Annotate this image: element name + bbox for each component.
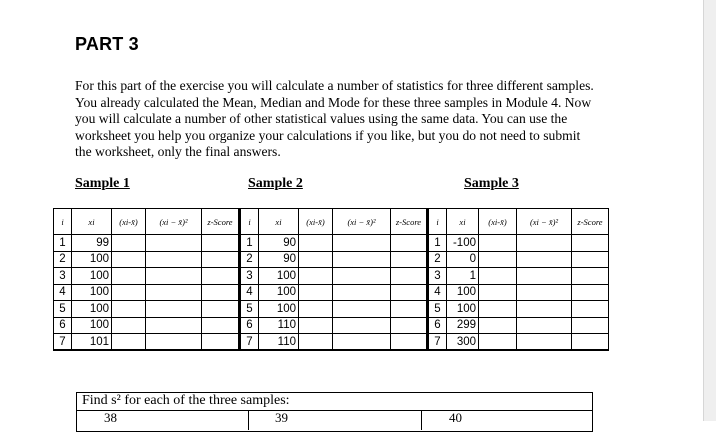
deviation-cell[interactable] xyxy=(112,317,146,334)
answer-separator xyxy=(248,410,249,430)
value-cell: -100 xyxy=(447,235,479,252)
index-cell: 4 xyxy=(428,284,447,301)
index-cell: 5 xyxy=(428,301,447,318)
table-row xyxy=(54,317,609,334)
question-40-number: 40 xyxy=(449,410,462,425)
squared-deviation-cell[interactable] xyxy=(333,235,391,252)
squared-deviation-cell[interactable] xyxy=(333,301,391,318)
squared-deviation-cell[interactable] xyxy=(333,334,391,351)
index-cell: 5 xyxy=(240,301,259,318)
value-cell: 90 xyxy=(259,251,299,268)
z-score-cell[interactable] xyxy=(202,235,240,252)
z-score-cell[interactable] xyxy=(572,284,609,301)
value-cell: 110 xyxy=(259,317,299,334)
value-cell: 100 xyxy=(259,284,299,301)
deviation-cell[interactable] xyxy=(299,251,333,268)
question-38-number: 38 xyxy=(104,410,117,425)
index-cell: 4 xyxy=(240,284,259,301)
sample-3-header-dev: (xi-x̄) xyxy=(479,209,517,235)
deviation-cell[interactable] xyxy=(112,334,146,351)
index-cell: 7 xyxy=(240,334,259,351)
deviation-cell[interactable] xyxy=(112,251,146,268)
z-score-cell[interactable] xyxy=(572,334,609,351)
index-cell: 3 xyxy=(240,268,259,285)
z-score-cell[interactable] xyxy=(572,301,609,318)
find-variance-title: Find s² for each of the three samples: xyxy=(82,393,290,408)
table-row xyxy=(54,334,609,351)
index-cell: 6 xyxy=(54,317,72,334)
squared-deviation-cell[interactable] xyxy=(517,251,572,268)
deviation-cell[interactable] xyxy=(479,301,517,318)
deviation-cell[interactable] xyxy=(479,235,517,252)
table-row xyxy=(54,235,609,252)
index-cell: 2 xyxy=(428,251,447,268)
z-score-cell[interactable] xyxy=(572,268,609,285)
answer-separator xyxy=(421,410,422,430)
index-cell: 1 xyxy=(428,235,447,252)
sample-1-header-xi: xi xyxy=(72,209,112,235)
z-score-cell[interactable] xyxy=(202,334,240,351)
deviation-cell[interactable] xyxy=(112,235,146,252)
squared-deviation-cell[interactable] xyxy=(146,235,202,252)
deviation-cell[interactable] xyxy=(299,284,333,301)
page-title: PART 3 xyxy=(75,34,139,54)
value-cell: 100 xyxy=(259,301,299,318)
table-row xyxy=(54,268,609,285)
sample-1-header-sq: (xi − x̄)² xyxy=(146,209,202,235)
squared-deviation-cell[interactable] xyxy=(333,284,391,301)
index-cell: 4 xyxy=(54,284,72,301)
squared-deviation-cell[interactable] xyxy=(333,251,391,268)
worksheet-table xyxy=(53,208,609,351)
sample-1-header-dev: (xi-x̄) xyxy=(112,209,146,235)
index-cell: 7 xyxy=(54,334,72,351)
squared-deviation-cell[interactable] xyxy=(146,334,202,351)
value-cell: 299 xyxy=(447,317,479,334)
deviation-cell[interactable] xyxy=(299,235,333,252)
z-score-cell[interactable] xyxy=(202,268,240,285)
value-cell: 110 xyxy=(259,334,299,351)
z-score-cell[interactable] xyxy=(572,317,609,334)
sample-3-label: Sample 3 xyxy=(464,176,519,191)
sample-1-header-z: z-Score xyxy=(202,209,240,235)
squared-deviation-cell[interactable] xyxy=(517,235,572,252)
index-cell: 7 xyxy=(428,334,447,351)
sample-2-header-i: i xyxy=(240,209,259,235)
sample-2-header-xi: xi xyxy=(259,209,299,235)
squared-deviation-cell[interactable] xyxy=(517,317,572,334)
value-cell: 1 xyxy=(447,268,479,285)
z-score-cell[interactable] xyxy=(572,251,609,268)
squared-deviation-cell[interactable] xyxy=(517,284,572,301)
table-row xyxy=(54,301,609,318)
squared-deviation-cell[interactable] xyxy=(146,268,202,285)
index-cell: 6 xyxy=(428,317,447,334)
deviation-cell[interactable] xyxy=(479,317,517,334)
deviation-cell[interactable] xyxy=(479,334,517,351)
sample-3-header-z: z-Score xyxy=(572,209,609,235)
z-score-cell[interactable] xyxy=(391,284,428,301)
sample-3-header-xi: xi xyxy=(447,209,479,235)
z-score-cell[interactable] xyxy=(572,235,609,252)
z-score-cell[interactable] xyxy=(391,251,428,268)
sample-3-header-sq: (xi − x̄)² xyxy=(517,209,572,235)
z-score-cell[interactable] xyxy=(391,235,428,252)
index-cell: 5 xyxy=(54,301,72,318)
index-cell: 1 xyxy=(54,235,72,252)
squared-deviation-cell[interactable] xyxy=(333,317,391,334)
value-cell: 101 xyxy=(72,334,112,351)
value-cell: 300 xyxy=(447,334,479,351)
value-cell: 100 xyxy=(72,251,112,268)
value-cell: 100 xyxy=(259,268,299,285)
squared-deviation-cell[interactable] xyxy=(517,268,572,285)
value-cell: 0 xyxy=(447,251,479,268)
squared-deviation-cell[interactable] xyxy=(517,301,572,318)
table-row xyxy=(54,284,609,301)
z-score-cell[interactable] xyxy=(202,284,240,301)
deviation-cell[interactable] xyxy=(299,334,333,351)
deviation-cell[interactable] xyxy=(479,268,517,285)
deviation-cell[interactable] xyxy=(299,301,333,318)
value-cell: 99 xyxy=(72,235,112,252)
index-cell: 2 xyxy=(240,251,259,268)
sample-1-label: Sample 1 xyxy=(75,176,130,191)
sample-1-header-i: i xyxy=(54,209,72,235)
squared-deviation-cell[interactable] xyxy=(146,251,202,268)
sample-2-header-sq: (xi − x̄)² xyxy=(333,209,391,235)
squared-deviation-cell[interactable] xyxy=(146,317,202,334)
index-cell: 3 xyxy=(428,268,447,285)
value-cell: 100 xyxy=(447,301,479,318)
deviation-cell[interactable] xyxy=(479,251,517,268)
z-score-cell[interactable] xyxy=(391,334,428,351)
deviation-cell[interactable] xyxy=(112,301,146,318)
squared-deviation-cell[interactable] xyxy=(517,334,572,351)
sample-3-header-i: i xyxy=(428,209,447,235)
index-cell: 1 xyxy=(240,235,259,252)
deviation-cell[interactable] xyxy=(112,284,146,301)
table-row xyxy=(54,251,609,268)
squared-deviation-cell[interactable] xyxy=(146,284,202,301)
sample-2-label: Sample 2 xyxy=(248,176,303,191)
value-cell: 100 xyxy=(72,317,112,334)
question-39-number: 39 xyxy=(275,410,288,425)
deviation-cell[interactable] xyxy=(112,268,146,285)
squared-deviation-cell[interactable] xyxy=(333,268,391,285)
z-score-cell[interactable] xyxy=(202,317,240,334)
value-cell: 90 xyxy=(259,235,299,252)
value-cell: 100 xyxy=(447,284,479,301)
z-score-cell[interactable] xyxy=(391,317,428,334)
z-score-cell[interactable] xyxy=(202,251,240,268)
value-cell: 100 xyxy=(72,301,112,318)
squared-deviation-cell[interactable] xyxy=(146,301,202,318)
value-cell: 100 xyxy=(72,284,112,301)
index-cell: 3 xyxy=(54,268,72,285)
deviation-cell[interactable] xyxy=(479,284,517,301)
intro-paragraph: For this part of the exercise you will calculate a number of statistics for three different samples. You already calculated the Mean, Median and Mode for these three samples in Module 4. Now you will calculate a number of other statistical values using the same data. You can use the worksheet you help you organize your calculations if you like, but you do not need to submit the worksheet, only the final answers. xyxy=(75,78,594,160)
z-score-cell[interactable] xyxy=(202,301,240,318)
z-score-cell[interactable] xyxy=(391,301,428,318)
deviation-cell[interactable] xyxy=(299,317,333,334)
z-score-cell[interactable] xyxy=(391,268,428,285)
viewer-scroll-gutter[interactable] xyxy=(703,0,716,421)
sample-2-header-z: z-Score xyxy=(391,209,428,235)
value-cell: 100 xyxy=(72,268,112,285)
index-cell: 6 xyxy=(240,317,259,334)
find-divider xyxy=(76,410,593,411)
deviation-cell[interactable] xyxy=(299,268,333,285)
sample-2-header-dev: (xi-x̄) xyxy=(299,209,333,235)
index-cell: 2 xyxy=(54,251,72,268)
